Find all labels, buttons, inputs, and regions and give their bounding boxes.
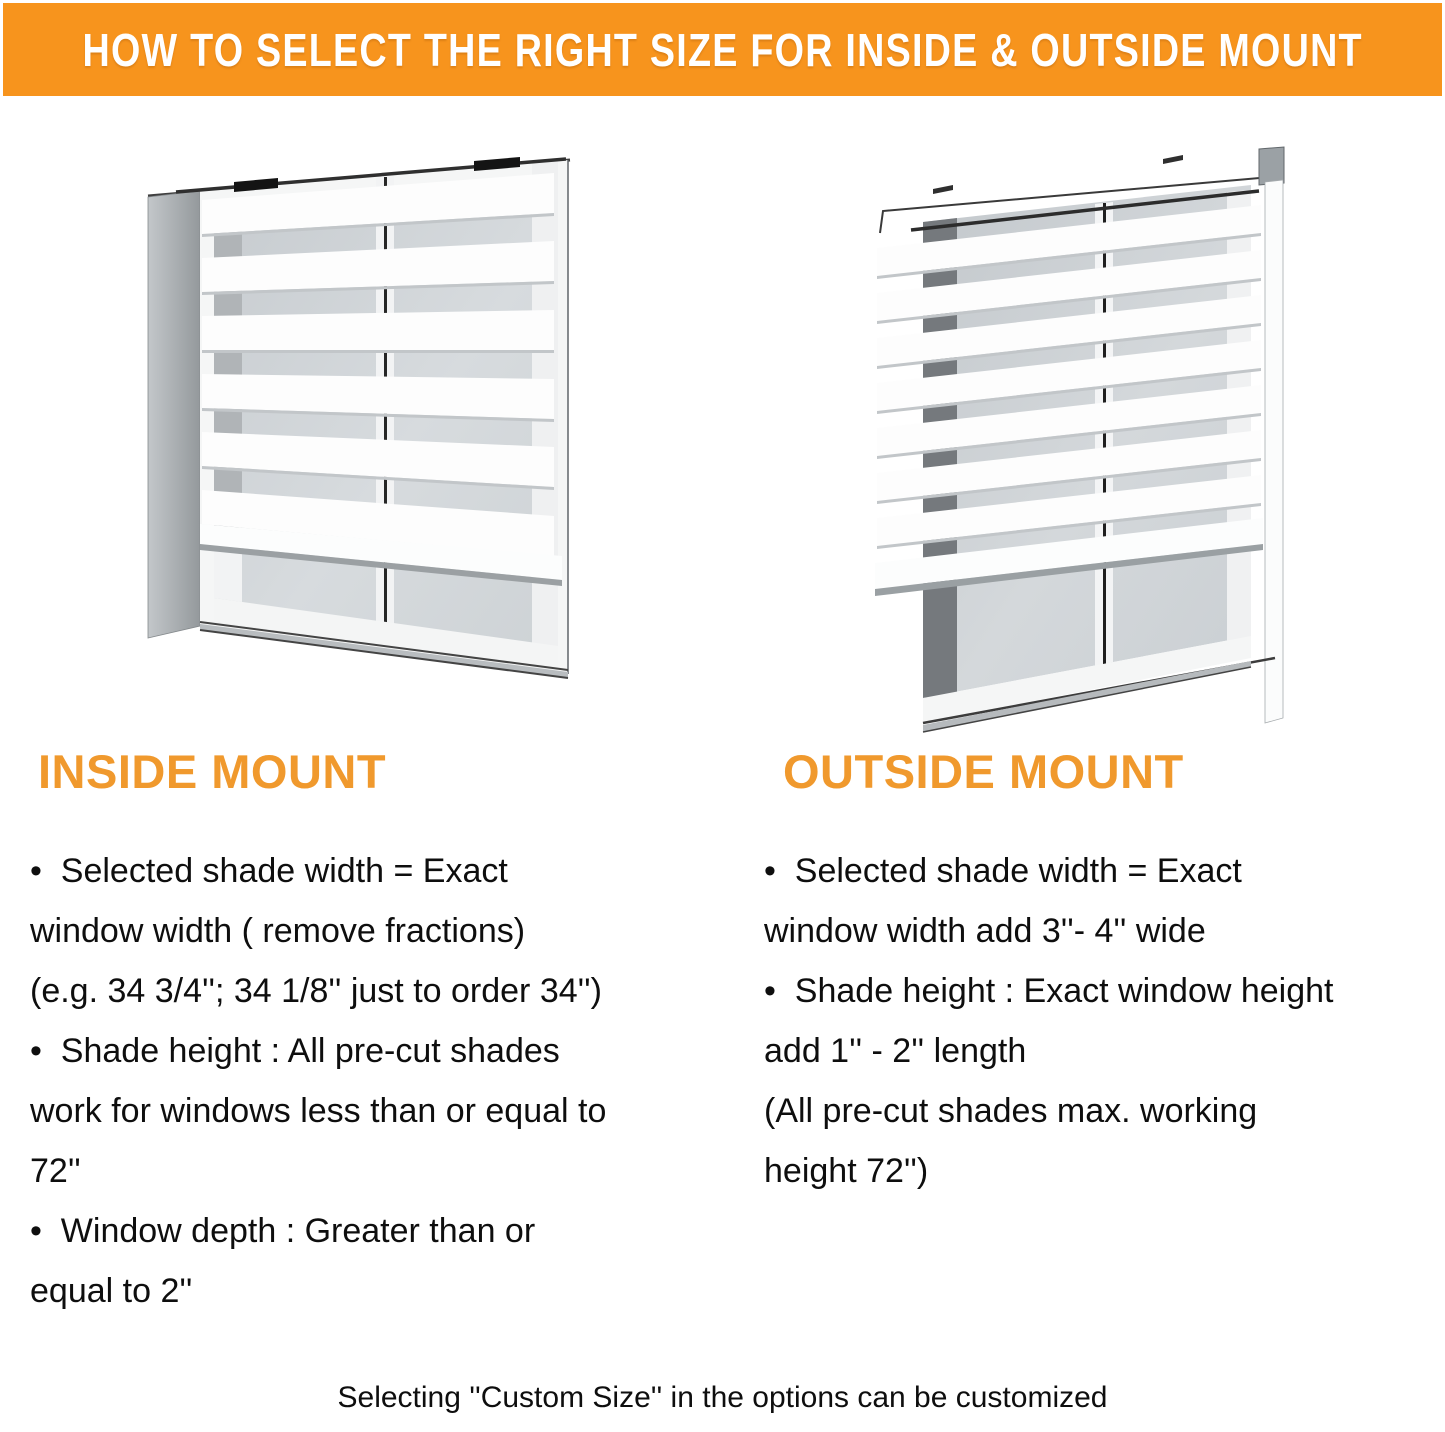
spec-line: add 1'' - 2'' length (764, 1032, 1027, 1070)
spec-line: window width add 3''- 4'' wide (764, 912, 1206, 950)
spec-line: equal to 2'' (30, 1272, 193, 1310)
spec-line: • Selected shade width = Exact (764, 852, 1242, 890)
inside-mount-heading: INSIDE MOUNT (38, 745, 387, 798)
wall-mark (933, 185, 953, 194)
outside-mount-specs (764, 841, 1444, 1201)
spec-line: • Shade height : Exact window height (764, 972, 1334, 1010)
outside-mount-window-illustration (855, 138, 1415, 753)
spec-line: work for windows less than or equal to (30, 1092, 607, 1130)
mount-bracket-icon (1259, 147, 1284, 185)
inside-mount-specs (30, 841, 730, 1321)
page-title: HOW TO SELECT THE RIGHT SIZE FOR INSIDE & OUTSIDE MOUNT (82, 23, 1363, 76)
spec-line: • Shade height : All pre-cut shades (30, 1032, 560, 1070)
inside-mount-window-illustration (128, 146, 668, 746)
spec-line: • Window depth : Greater than or (30, 1212, 536, 1250)
spec-line: (e.g. 34 3/4''; 34 1/8'' just to order 34'') (30, 972, 602, 1010)
custom-size-note: Selecting ''Custom Size'' in the options can be customized (337, 1381, 1108, 1414)
outside-mount-heading: OUTSIDE MOUNT (783, 745, 1184, 798)
spec-line: height 72'') (764, 1152, 929, 1190)
wall-mark (1163, 155, 1183, 164)
spec-line: (All pre-cut shades max. working (764, 1092, 1258, 1130)
spec-line: 72'' (30, 1152, 81, 1190)
right-casing (1265, 180, 1283, 723)
title-banner (3, 3, 1442, 96)
spec-line: • Selected shade width = Exact (30, 852, 508, 890)
spec-line: window width ( remove fractions) (30, 912, 526, 950)
